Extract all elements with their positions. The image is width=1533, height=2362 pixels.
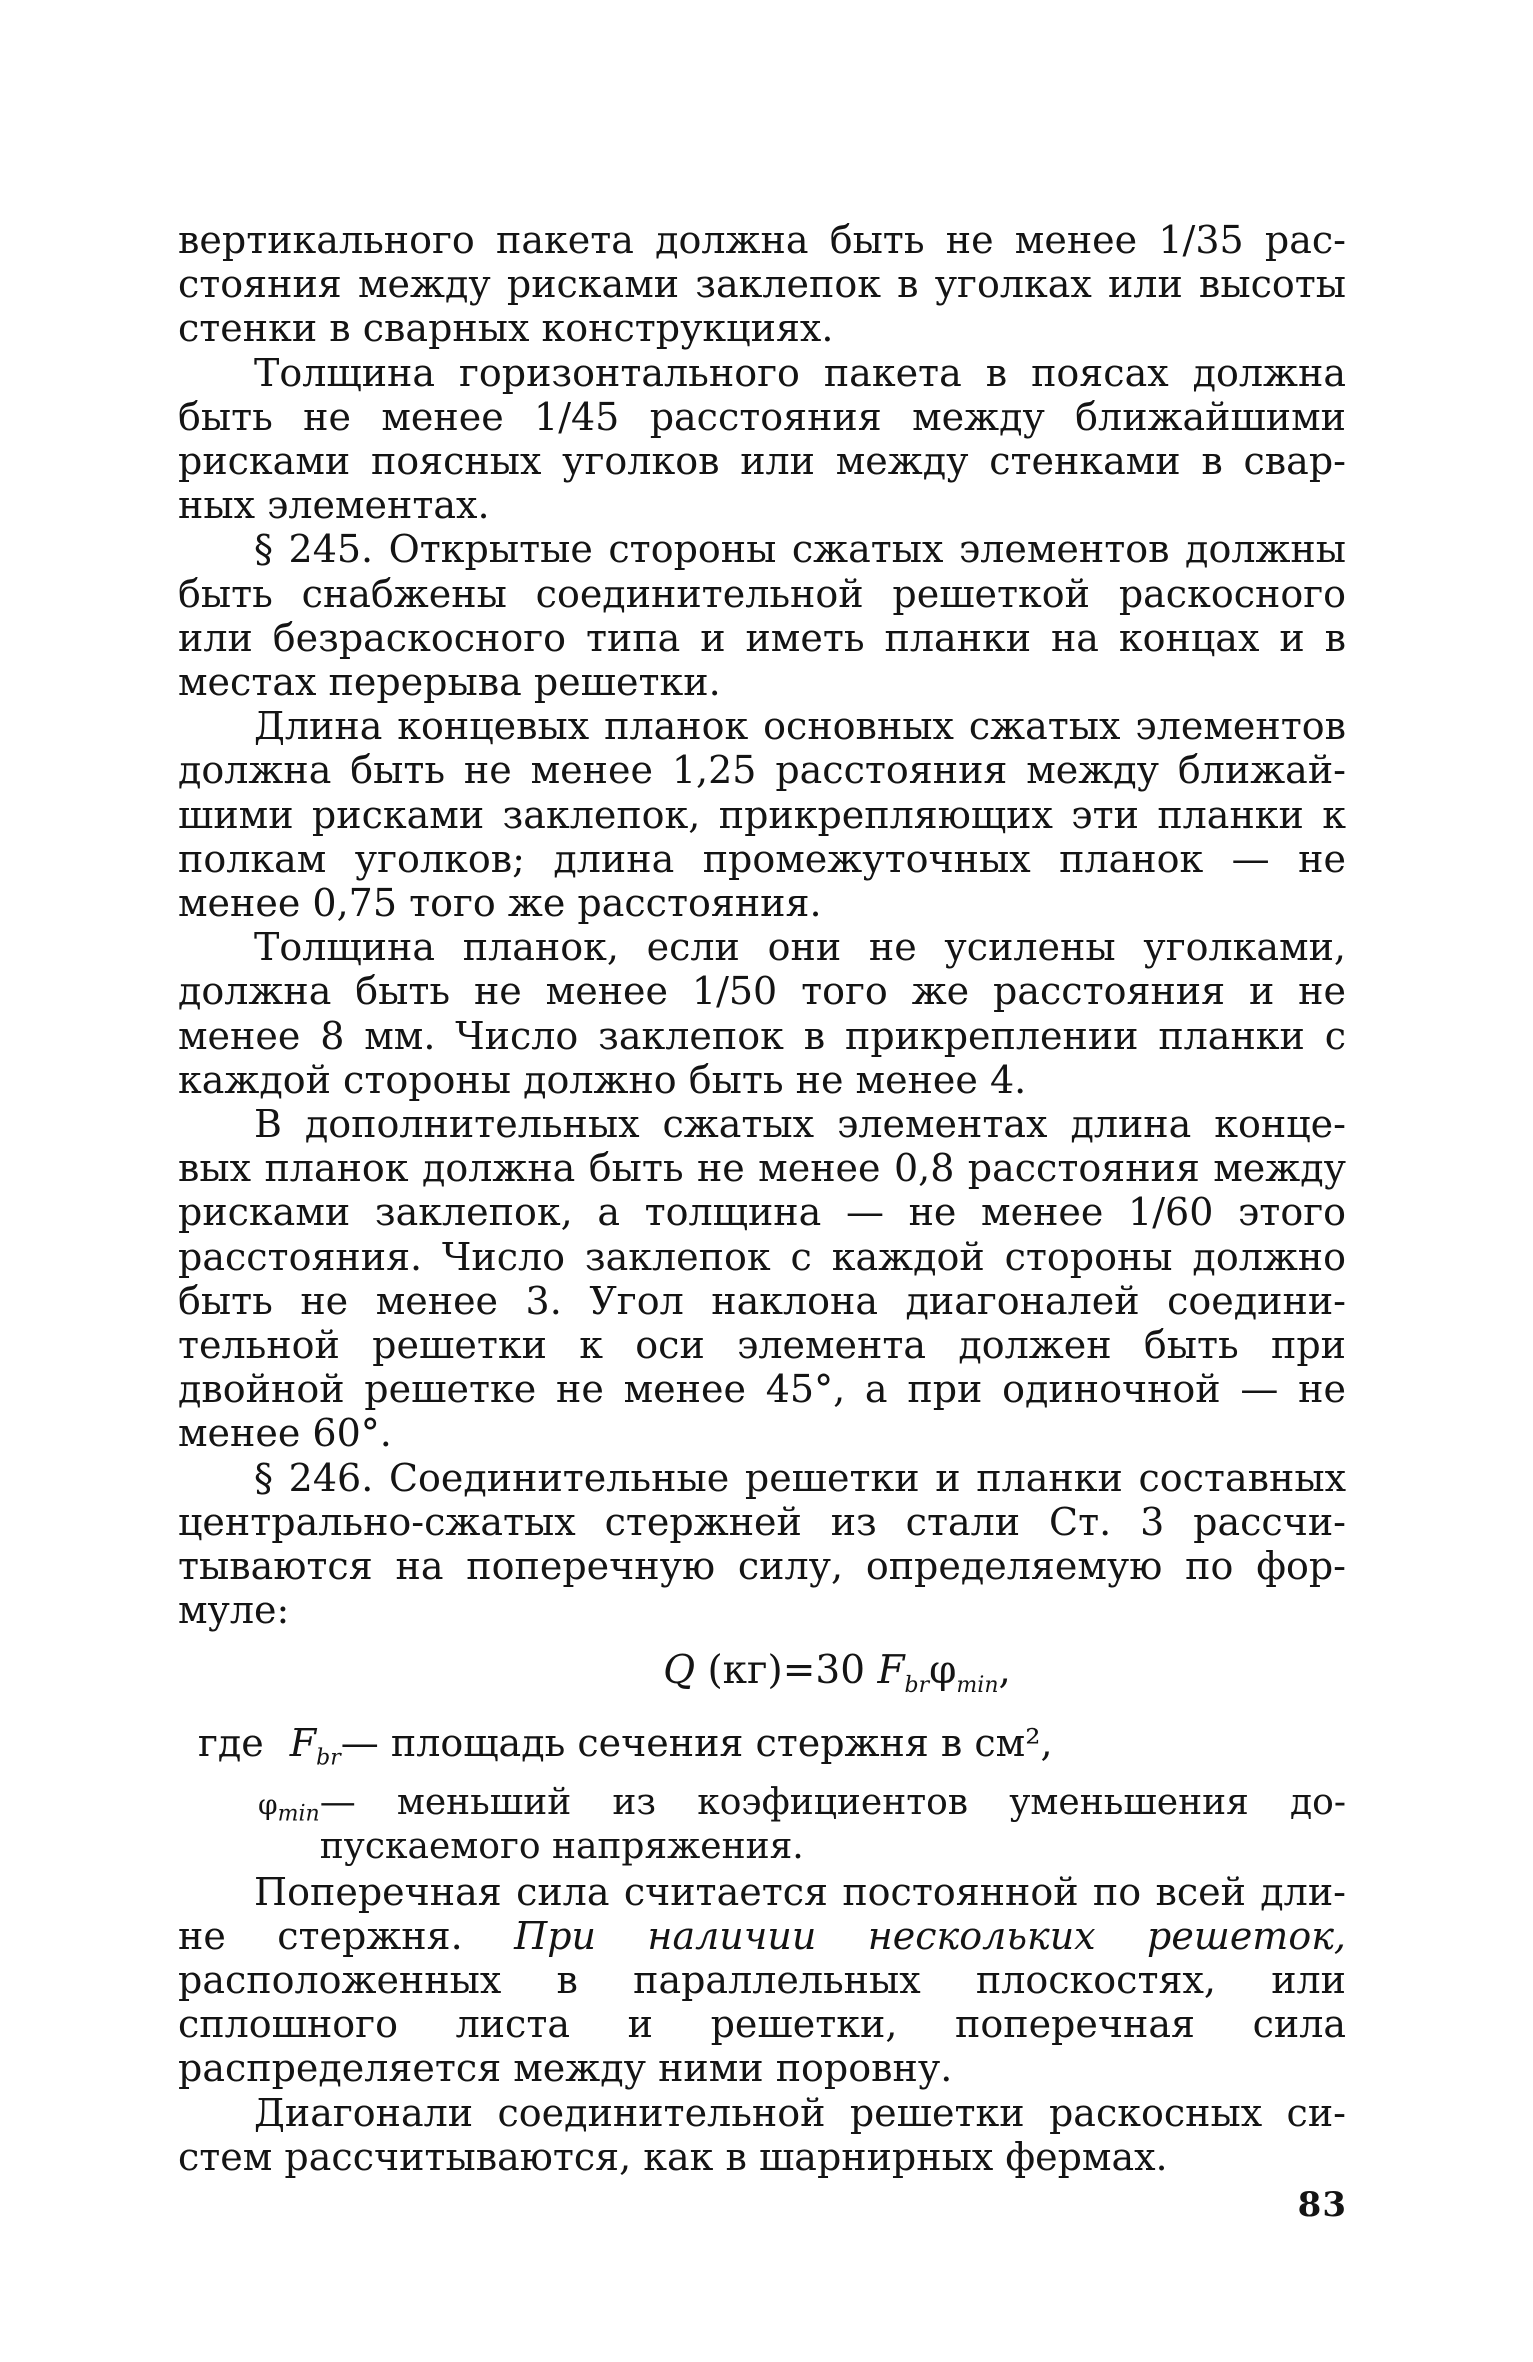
paragraph bbox=[178, 1870, 1346, 2091]
definition-symbol bbox=[258, 1783, 320, 1837]
paragraph: Диагонали соединительной решетки раскосных систем рассчитываются, как в шарнирных фермах. bbox=[178, 2090, 1346, 2179]
paragraph-part: Поперечная сила считается постоянной по всей длине стержня. bbox=[178, 1869, 1346, 1958]
symbol-subscript: br bbox=[316, 1745, 341, 1771]
definition-symbol bbox=[290, 1721, 341, 1781]
symbol-letter: φ bbox=[258, 1788, 278, 1822]
definition-text: — меньший из коэфициентов уменьшения допускаемого напряжения. bbox=[319, 1782, 1346, 1868]
paragraph-section-245: § 245. Открытые стороны сжатых элементов должны быть снабжены соединительной решеткой раскосного или безраскосного типа и иметь планки на концах и в местах перерыва решетки. bbox=[178, 527, 1346, 705]
definition-text: — площадь сечения стержня в см², bbox=[340, 1721, 1053, 1766]
paragraph: вертикального пакета должна быть не менее 1/35 расстояния между рисками заклепок в уголках или высоты стенки в сварных конструкциях. bbox=[178, 218, 1346, 351]
paragraph-italic-part: При наличии нескольких решеток, bbox=[514, 1913, 1346, 1958]
paragraph-section-246: § 246. Соединительные решетки и планки составных центрально-сжатых стержней из стали Ст. 3 рассчитываются на поперечную силу, определяемую по формуле: bbox=[178, 1455, 1346, 1633]
formula-comma: , bbox=[998, 1647, 1011, 1693]
formula-q: Q bbox=[663, 1647, 696, 1693]
formula-unit: (кг) bbox=[707, 1647, 783, 1693]
definition-lead: где bbox=[198, 1721, 264, 1766]
paragraph-part: расположенных в параллельных плоскостях, или сплошного листа и решетки, поперечная сила распределяется между ними поровну. bbox=[178, 1957, 1346, 2091]
formula-phi: φ bbox=[929, 1647, 957, 1693]
body-text bbox=[178, 218, 1346, 2179]
definition-row bbox=[178, 1721, 1346, 1781]
paragraph: Толщина горизонтального пакета в поясах должна быть не менее 1/45 расстояния между ближайшими рисками поясных уголков или между стенками в сварных элементах. bbox=[178, 350, 1346, 528]
formula-f: F bbox=[877, 1647, 905, 1693]
formula-phi-subscript: min bbox=[956, 1672, 999, 1698]
paragraph: Толщина планок, если они не усилены уголками, должна быть не менее 1/50 того же расстояния и не менее 8 мм. Число заклепок в прикреплении планки с каждой стороны должно быть не менее 4. bbox=[178, 925, 1346, 1102]
paragraph: Длина концевых планок основных сжатых элементов должна быть не менее 1,25 расстояния между ближайшими рисками заклепок, прикрепляющих эти планки к полкам уголков; длина промежуточных планок — не менее 0,75 того же расстояния. bbox=[178, 704, 1346, 926]
symbol-letter: F bbox=[289, 1721, 317, 1766]
symbol-subscript: min bbox=[277, 1801, 320, 1827]
page-number: 83 bbox=[1297, 2185, 1347, 2225]
definition-row bbox=[178, 1781, 1346, 1869]
shear-force-formula bbox=[178, 1647, 1346, 1710]
paragraph: В дополнительных сжатых элементах длина концевых планок должна быть не менее 0,8 расстояния между рисками заклепок, а толщина — не менее 1/60 этого расстояния. Число заклепок с каждой стороны должно быть не менее 3. Угол наклона диагоналей соединительной решетки к оси элемента должен быть при двойной решетке не менее 45°, а при одиночной — не менее 60°. bbox=[178, 1102, 1346, 1456]
formula-f-subscript: br bbox=[904, 1672, 930, 1698]
formula-definitions bbox=[178, 1721, 1346, 1869]
formula-equals: =30 bbox=[782, 1647, 866, 1693]
